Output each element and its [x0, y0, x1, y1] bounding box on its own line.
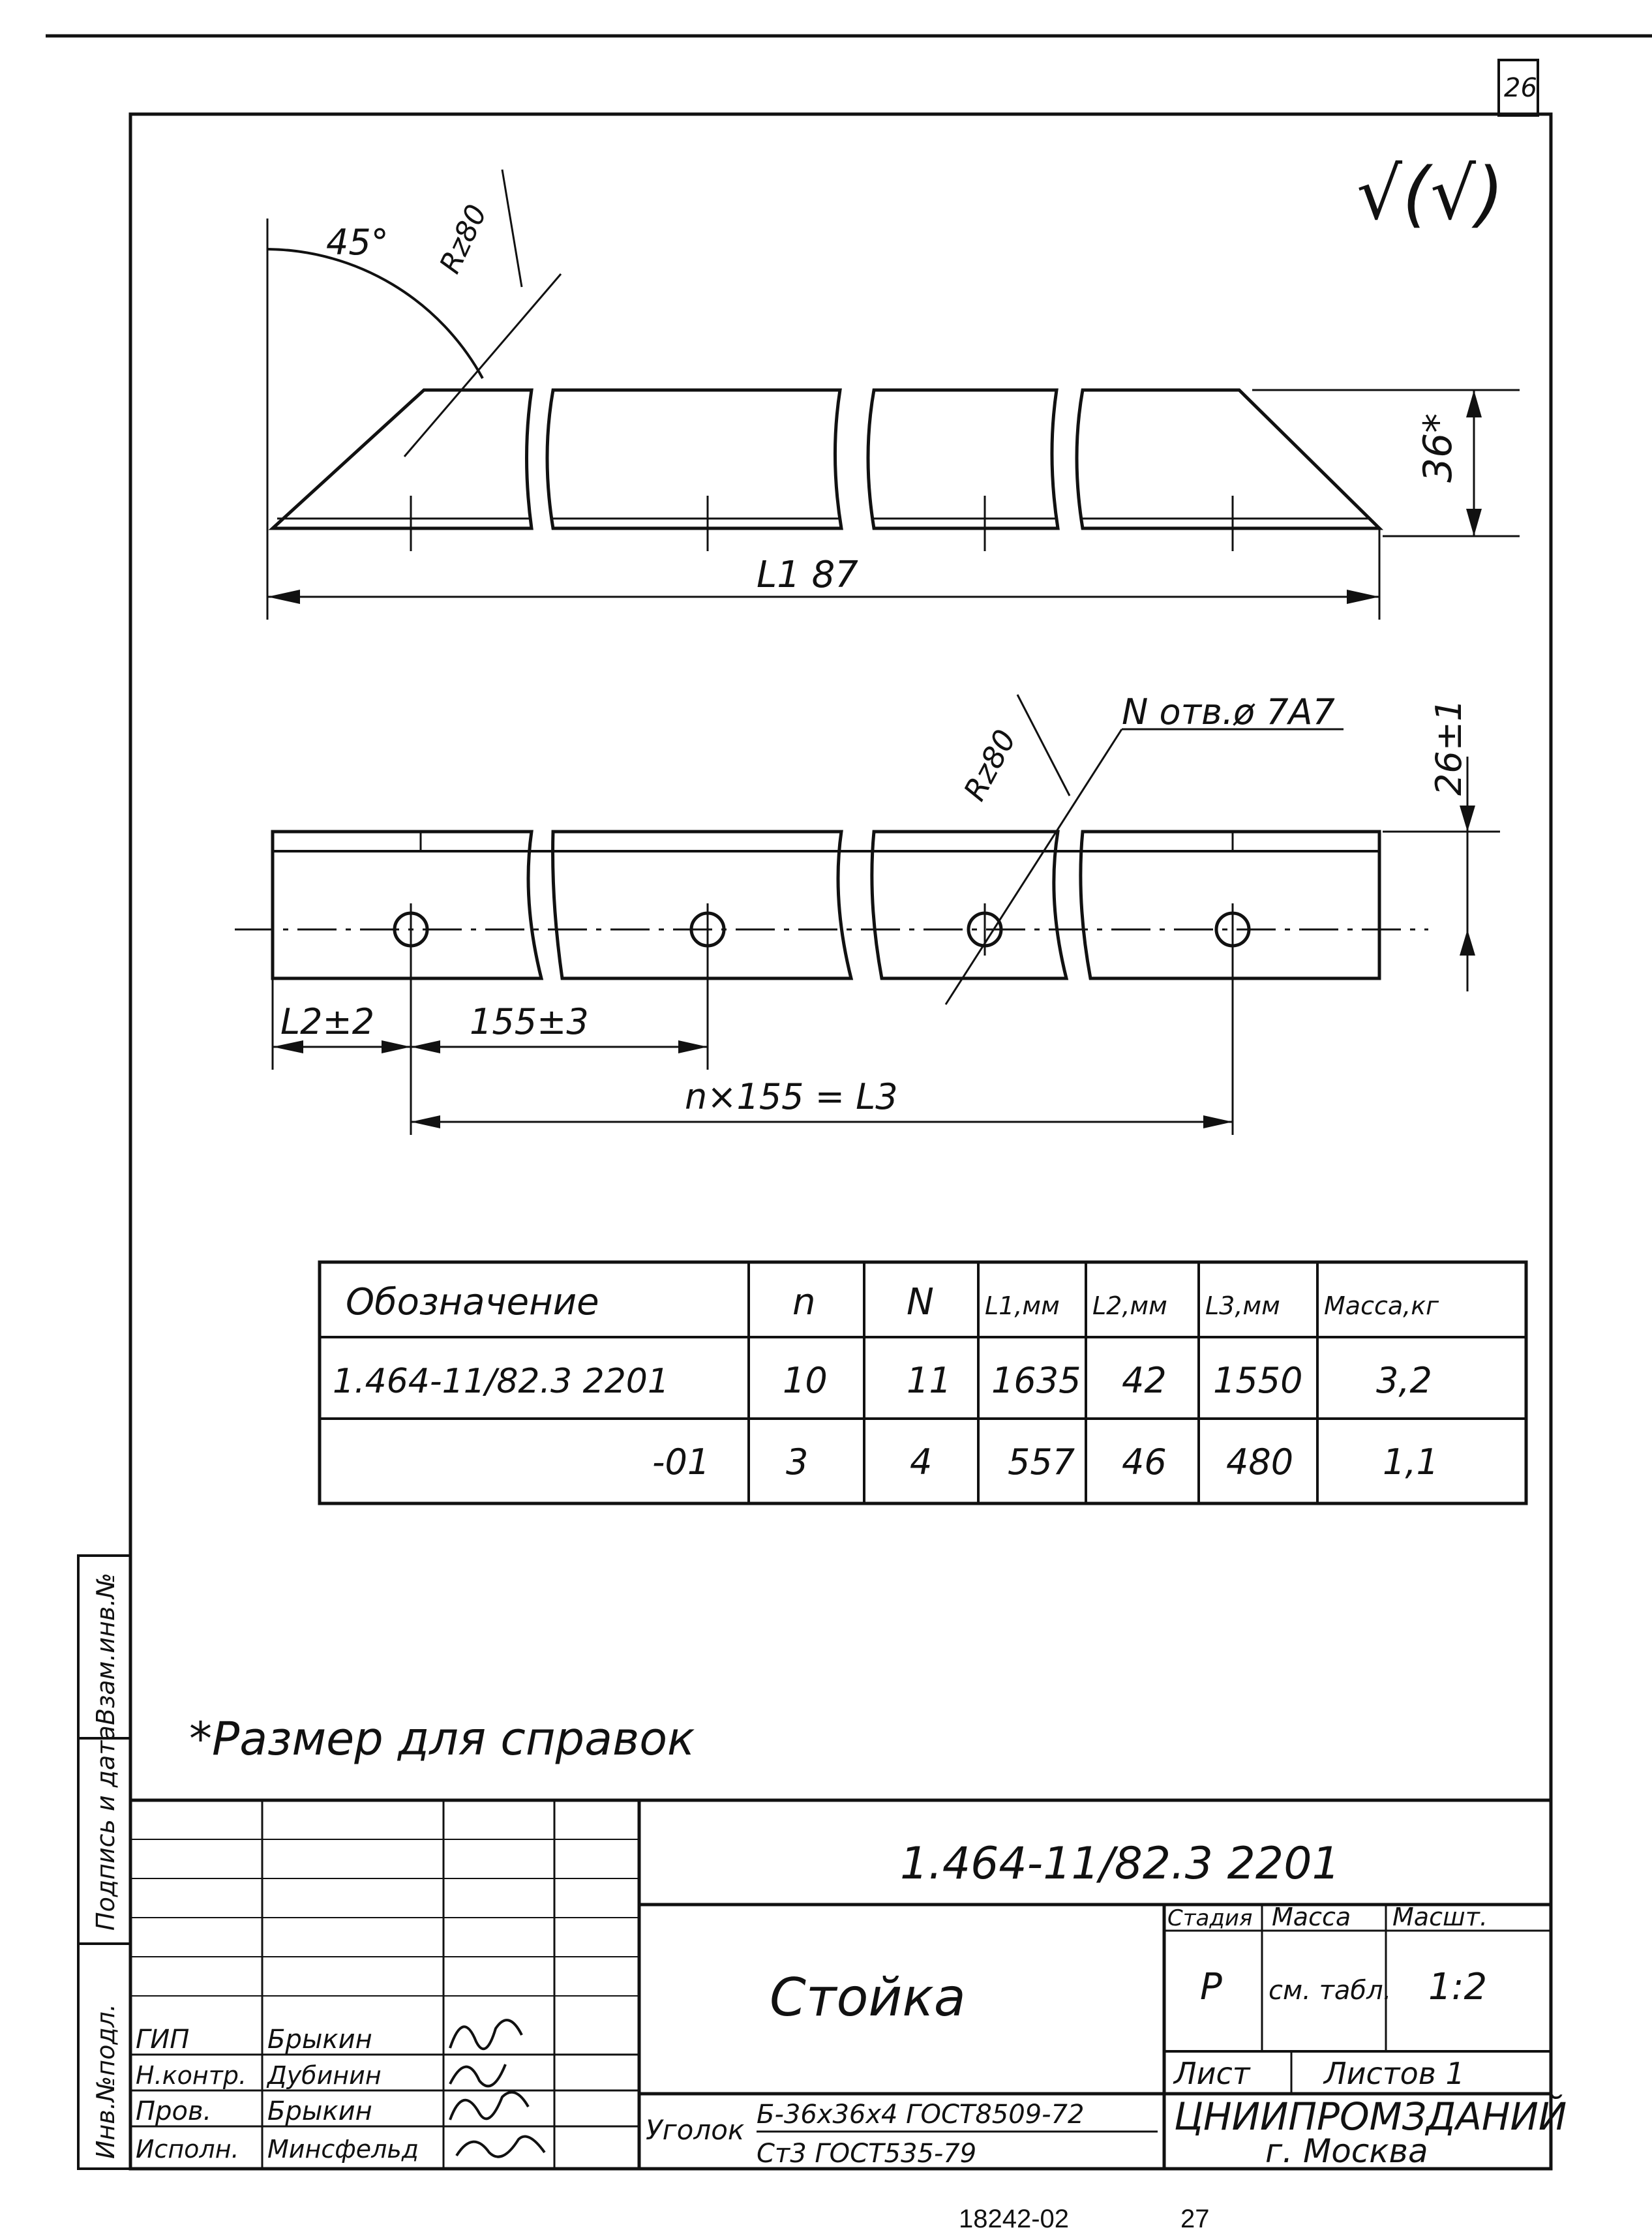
side-label-replacement: Взам.инв.№ [91, 1573, 120, 1725]
table-header-mass: Масса,кг [1324, 1291, 1439, 1320]
angle-segment-4 [1077, 390, 1379, 528]
signature-2 [450, 2064, 505, 2086]
angle-label: 45° [326, 222, 389, 263]
bottom-view [235, 691, 1500, 1135]
roughness-label-bottom: Rz80 [956, 723, 1023, 807]
mass-label: Масса [1272, 1903, 1351, 1931]
depth-dimension: 26±1 [1428, 699, 1469, 796]
side-label-inventory: Инв.№подл. [91, 2003, 120, 2159]
doc-code: 1.464-11/82.3 2201 [900, 1838, 1340, 1890]
table-header-n: n [792, 1281, 816, 1323]
roughness-mark: √(√) [1357, 152, 1505, 235]
angle-segment-1 [273, 390, 532, 528]
table-row-1-n: 10 [783, 1360, 828, 1401]
angle-segment-3 [868, 390, 1058, 528]
table-row-2-L3: 480 [1226, 1441, 1294, 1483]
person-name-4: Минсфельд [267, 2135, 419, 2164]
spec-table [320, 1262, 1526, 1503]
flange-segment-2 [553, 832, 851, 978]
angle-segment-2 [547, 390, 841, 528]
table-header-L3: L3,мм [1205, 1291, 1280, 1320]
edge-dimension: L2±2 [280, 1001, 375, 1042]
org-city: г. Москва [1265, 2132, 1428, 2170]
bottom-code: 18242-02 [959, 2205, 1070, 2232]
stage-value: Р [1200, 1966, 1222, 2008]
signature-1 [450, 2020, 522, 2049]
person-name-2: Дубинин [267, 2061, 382, 2090]
top-view [267, 170, 1520, 620]
table-row-2-L1: 557 [1008, 1441, 1075, 1483]
stage-label: Стадия [1167, 1905, 1253, 1931]
table-row-1-designation: 1.464-11/82.3 2201 [333, 1362, 669, 1401]
sheet-label: Лист [1174, 2056, 1250, 2091]
span-dimension: n×155 = L3 [685, 1076, 898, 1117]
person-name-1: Брыкин [267, 2025, 372, 2055]
table-row-1-N: 11 [907, 1360, 952, 1401]
scale-label: Масшт. [1392, 1903, 1488, 1931]
table-row-2-N: 4 [910, 1441, 933, 1483]
mass-value: см. табл. [1269, 1976, 1392, 2006]
flange-segment-4 [1081, 832, 1379, 978]
material-bottom: Ст3 ГОСТ535-79 [757, 2139, 977, 2169]
person-role-4: Исполн. [136, 2135, 239, 2164]
table-row-1-L3: 1550 [1213, 1360, 1303, 1401]
flange-segment-3 [872, 832, 1066, 978]
table-row-1-L2: 42 [1122, 1360, 1167, 1401]
part-name: Стойка [770, 1967, 966, 2028]
side-label-signature: Подпись и дата [91, 1725, 120, 1931]
material-top: Б-36х36х4 ГОСТ8509-72 [757, 2100, 1085, 2130]
person-role-3: Пров. [136, 2096, 212, 2126]
table-header-N: N [907, 1281, 934, 1323]
bottom-page: 27 [1180, 2205, 1210, 2232]
table-header-L2: L2,мм [1092, 1291, 1167, 1320]
table-row-2-designation: -01 [652, 1441, 710, 1483]
person-role-2: Н.контр. [136, 2061, 247, 2090]
sheet-number: 26 [1504, 73, 1537, 103]
side-stamp [78, 1556, 130, 2169]
table-row-2-n: 3 [786, 1441, 809, 1483]
hole-callout: N отв.ø 7А7 [1122, 691, 1335, 732]
person-name-3: Брыкин [267, 2096, 372, 2126]
height-dimension: 36* [1415, 413, 1461, 483]
org-name: ЦНИИПРОМЗДАНИЙ [1174, 2094, 1567, 2139]
signature-4 [457, 2137, 545, 2157]
flange-segment-1 [273, 832, 541, 978]
table-header-L1: L1,мм [985, 1291, 1060, 1320]
table-row-1-L1: 1635 [991, 1360, 1081, 1401]
table-row-2-L2: 46 [1122, 1441, 1167, 1483]
material-prefix: Уголок [646, 2114, 745, 2146]
scale-value: 1:2 [1428, 1966, 1488, 2008]
table-row-1-mass: 3,2 [1376, 1360, 1432, 1401]
title-block [130, 1800, 1567, 2170]
person-role-1: ГИП [136, 2025, 190, 2055]
roughness-label-top: Rz80 [433, 200, 494, 279]
table-row-2-mass: 1,1 [1383, 1441, 1439, 1483]
length-dimension: L1 87 [757, 554, 858, 596]
signature-3 [450, 2092, 528, 2120]
table-header-designation: Обозначение [346, 1281, 599, 1323]
pitch-dimension: 155±3 [470, 1001, 589, 1042]
reference-note: *Размер для справок [189, 1712, 695, 1766]
sheets-label: Листов 1 [1324, 2056, 1465, 2091]
